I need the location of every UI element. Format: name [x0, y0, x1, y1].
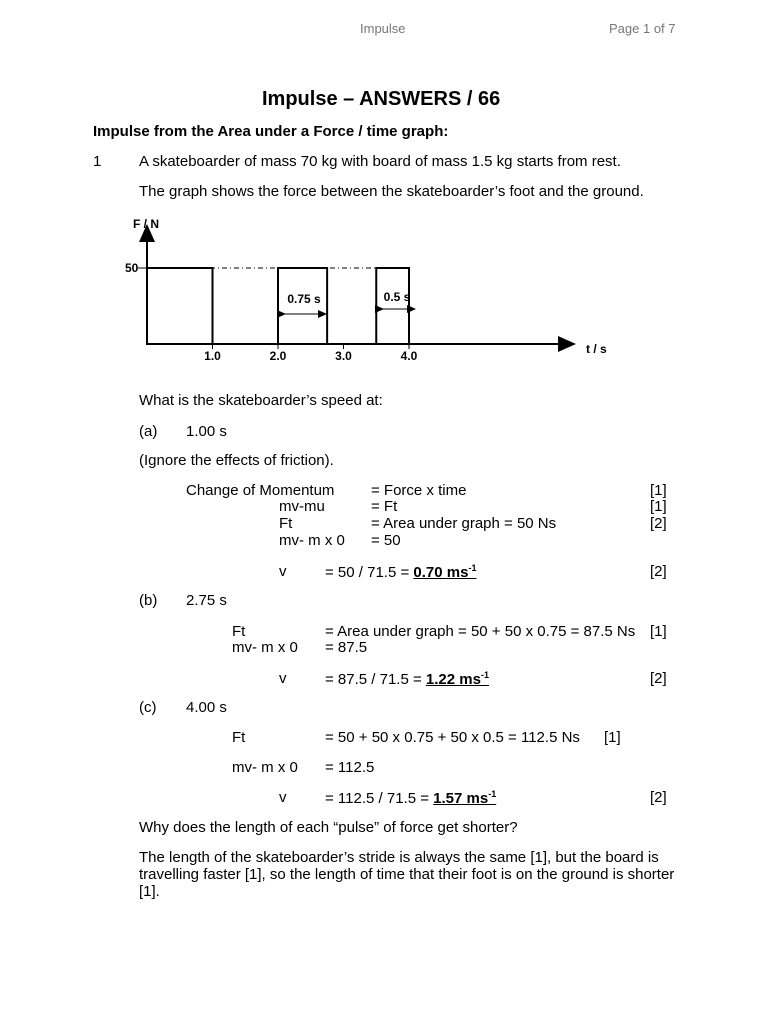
part-a-v-label: v: [279, 563, 287, 580]
part-c-ft-expression: = 50 + 50 x 0.75 + 50 x 0.5 = 112.5 Ns: [325, 729, 580, 746]
part-b-v-expression: = 87.5 / 71.5 =: [325, 671, 426, 688]
part-c-mv-expression: = 112.5: [325, 759, 375, 776]
question-line-2: The graph shows the force between the skateboarder’s foot and the ground.: [139, 183, 644, 200]
part-a-label: (a): [139, 423, 158, 440]
pulse-3-duration-label: 0.5 s: [383, 290, 411, 304]
part-c-v-expression: = 112.5 / 71.5 =: [325, 790, 434, 807]
part-c-v-label: v: [279, 789, 287, 806]
y-axis-label: F / N: [133, 217, 159, 231]
header-title: Impulse: [360, 21, 406, 36]
part-c-ft-label: Ft: [232, 729, 246, 746]
part-c-mv-label: mv- m x 0: [232, 759, 298, 776]
force-pulses: [147, 268, 409, 344]
pulse-2-duration-label: 0.75 s: [287, 292, 321, 306]
part-b-ft-label: Ft: [232, 623, 246, 640]
part-a-v-mark: [2]: [650, 563, 667, 580]
part-a-v-answer: [413, 564, 476, 581]
part-a-v-equation: [325, 563, 476, 581]
y-tick-label-50: 50: [125, 261, 139, 275]
question-line-1: A skateboarder of mass 70 kg with board of mass 1.5 kg starts from rest.: [139, 153, 621, 170]
page-title: Impulse – ANSWERS / 66: [262, 88, 501, 110]
part-b-mv-expression: = 87.5: [325, 639, 368, 656]
x-tick-label-3: 3.0: [335, 349, 352, 363]
force-time-graph: [110, 210, 630, 370]
part-a-line-2-left: mv-mu: [279, 498, 325, 515]
force-pulse-3: [376, 268, 409, 344]
part-b-v-answer-value: 1.22 ms: [425, 671, 481, 688]
part-a-v-expression: = 50 / 71.5 =: [325, 564, 414, 581]
part-c-v-answer-value: 1.57 ms: [433, 790, 489, 807]
x-axis-label: t / s: [586, 342, 607, 356]
part-a-line-4-right: = 50: [371, 532, 401, 549]
part-c-v-answer: [433, 790, 496, 807]
x-tick-label-1: 1.0: [204, 349, 221, 363]
part-a-line-2-mark: [1]: [650, 498, 667, 515]
part-a-line-3-left: Ft: [279, 515, 293, 532]
part-a-line-1-mark: [1]: [650, 482, 667, 499]
part-c-v-mark: [2]: [650, 789, 667, 806]
part-b-v-answer-exponent: -1: [480, 670, 489, 680]
question-number: 1: [93, 153, 102, 170]
part-b-time: 2.75 s: [186, 592, 227, 609]
part-a-line-3-mark: [2]: [650, 515, 667, 532]
x-tick-label-2: 2.0: [269, 349, 287, 363]
why-answer: The length of the skateboarder’s stride is always the same [1], but the board is travelling faster [1], so the length of time that their foot is on the ground is shorter [1].: [139, 849, 675, 900]
part-b-v-equation: [325, 670, 489, 688]
part-b-mv-label: mv- m x 0: [232, 639, 298, 656]
speed-prompt: What is the skateboarder’s speed at:: [139, 392, 383, 409]
force-pulse-2: [278, 268, 327, 344]
part-a-line-1-left: Change of Momentum: [186, 482, 335, 499]
part-b-v-answer: [426, 671, 489, 688]
part-b-label: (b): [139, 592, 158, 609]
part-b-ft-mark: [1]: [650, 623, 667, 640]
part-c-ft-mark: [1]: [604, 729, 621, 746]
force-pulse-1: [147, 268, 213, 344]
part-c-label: (c): [139, 699, 157, 716]
part-b-v-label: v: [279, 670, 287, 687]
part-a-v-answer-exponent: -1: [468, 563, 477, 573]
part-a-time: 1.00 s: [186, 423, 227, 440]
part-a-line-4-left: mv- m x 0: [279, 532, 345, 549]
page-number: Page 1 of 7: [609, 21, 676, 36]
part-c-v-equation: [325, 789, 496, 807]
part-a-line-3-right: = Area under graph = 50 Ns: [371, 515, 557, 532]
part-b-v-mark: [2]: [650, 670, 667, 687]
why-question: Why does the length of each “pulse” of force get shorter?: [139, 819, 518, 836]
part-a-line-2-right: = Ft: [371, 498, 398, 515]
part-a-v-answer-value: 0.70 ms: [413, 564, 469, 581]
part-c-time: 4.00 s: [186, 699, 227, 716]
section-heading: Impulse from the Area under a Force / time graph:: [93, 123, 449, 140]
part-b-ft-expression: = Area under graph = 50 + 50 x 0.75 = 87.5 Ns: [325, 623, 636, 640]
part-a-line-1-right: = Force x time: [371, 482, 467, 499]
x-tick-label-4: 4.0: [400, 349, 418, 363]
part-c-v-answer-exponent: -1: [488, 789, 497, 799]
part-a-note: (Ignore the effects of friction).: [139, 452, 334, 469]
